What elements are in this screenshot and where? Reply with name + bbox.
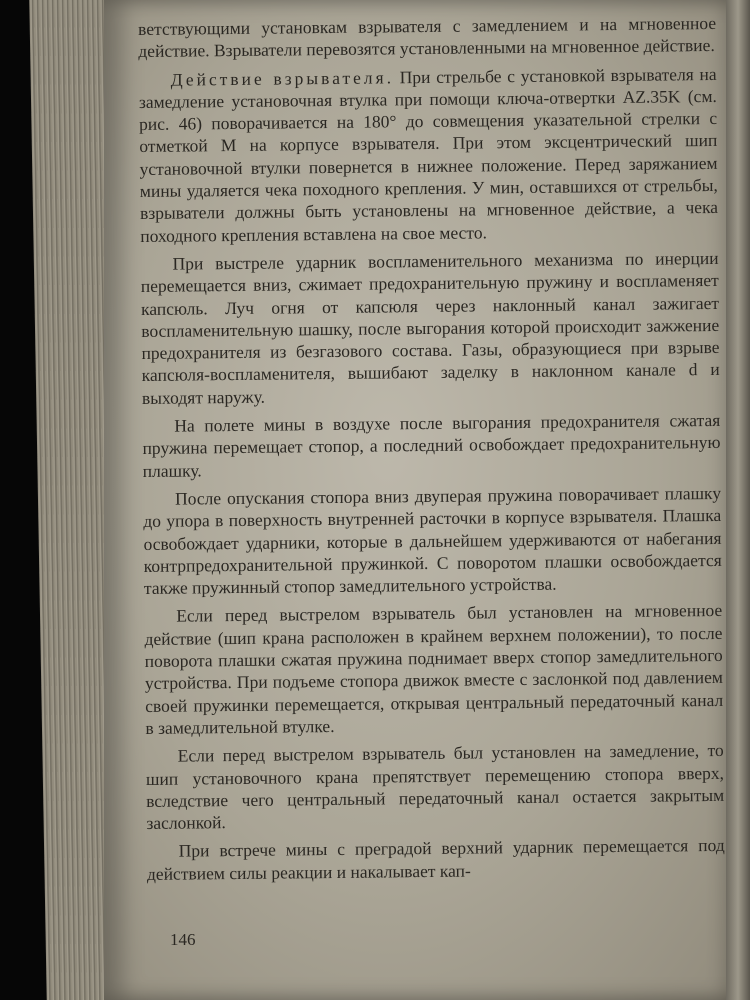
- page-number: 146: [170, 930, 196, 949]
- paragraph-text: При выстреле ударник воспламенительного механизма по инерции перемещается вниз, сжимает предохранительную пружину и воспламеняет капсюль. Луч огня от капсюля через наклонный канал зажигает воспламенительную шашку, после выгорания которой происходит зажжение предохранителя из безгазового состава. Газы, образующиеся при взрыве капсюля-воспламенителя, вышибают заделку в наклонном канале d и выходят наружу.: [140, 247, 720, 408]
- paragraph-text: Если перед выстрелом взрыватель был установлен на замедление, то шип установочного крана препятствует перемещению стопора вверх, вследствие чего центральный передаточный канал остается закрытым заслонкой.: [145, 740, 725, 834]
- paragraph-6: [144, 599, 723, 739]
- paragraph-text: При стрельбе с установкой взрывателя на замедление установочная втулка при помощи ключа-отвертки AZ.35K (см. рис. 46) поворачивается на 180° до совмещения указательной стрелки с отметкой M на корпусе взрывателя. При этом эксцентрический шип установочной втулки повернется в нижнее положение. Перед заряжанием мины удаляется чека походного крепления. У мин, оставшихся от стрельбы, взрыватели должны быть установлены на мгновенное действие, а чека походного крепления вставлена на свое место.: [138, 63, 719, 246]
- paragraph-text: Если перед выстрелом взрыватель был установлен на мгновенное действие (шип крана расположен в крайнем верхнем положении), то после поворота плашки сжатая пружина поднимает вверх стопор замедлительного устройства. При подъеме стопора движок вместе с заслонкой под давлением своей пружинки перемещается, открывая центральный передаточный канал в замедлительной втулке.: [144, 600, 724, 738]
- paragraph-8: [147, 834, 725, 885]
- next-page-edge: [726, 0, 750, 1000]
- paragraph-3: [140, 247, 720, 409]
- paragraph-text: ветствующими установкам взрывателя с замедлением и на мгновенное действие. Взрыватели перевозятся установленными на мгновенное действие.: [138, 12, 717, 62]
- paragraph-1: [138, 12, 716, 63]
- paragraph-7: [146, 739, 725, 834]
- paragraph-text: При встрече мины с преградой верхний ударник перемещается под действием силы реакции и накалывает кап-: [146, 835, 725, 884]
- section-lead: Действие взрывателя.: [170, 66, 395, 90]
- paragraph-text: На полете мины в воздухе после выгорания предохранителя сжатая пружина перемещает стопор, а последний освобождает предохранительную плашку.: [142, 409, 721, 481]
- paragraph-5: [143, 482, 722, 600]
- paragraph-4: [142, 409, 721, 482]
- page-text: [138, 12, 725, 891]
- paragraph-text: После опускания стопора вниз двуперая пружина поворачивает плашку до упора в поверхность внутренней расточки в корпусе взрывателя. Плашка освобождает ударники, которые в дальнейшем удерживаются от набегания контрпредохранительной пружинкой. С поворотом плашки освобождается также пружинный стопор замедлительного устройства.: [143, 482, 722, 599]
- paragraph-2: [139, 63, 719, 247]
